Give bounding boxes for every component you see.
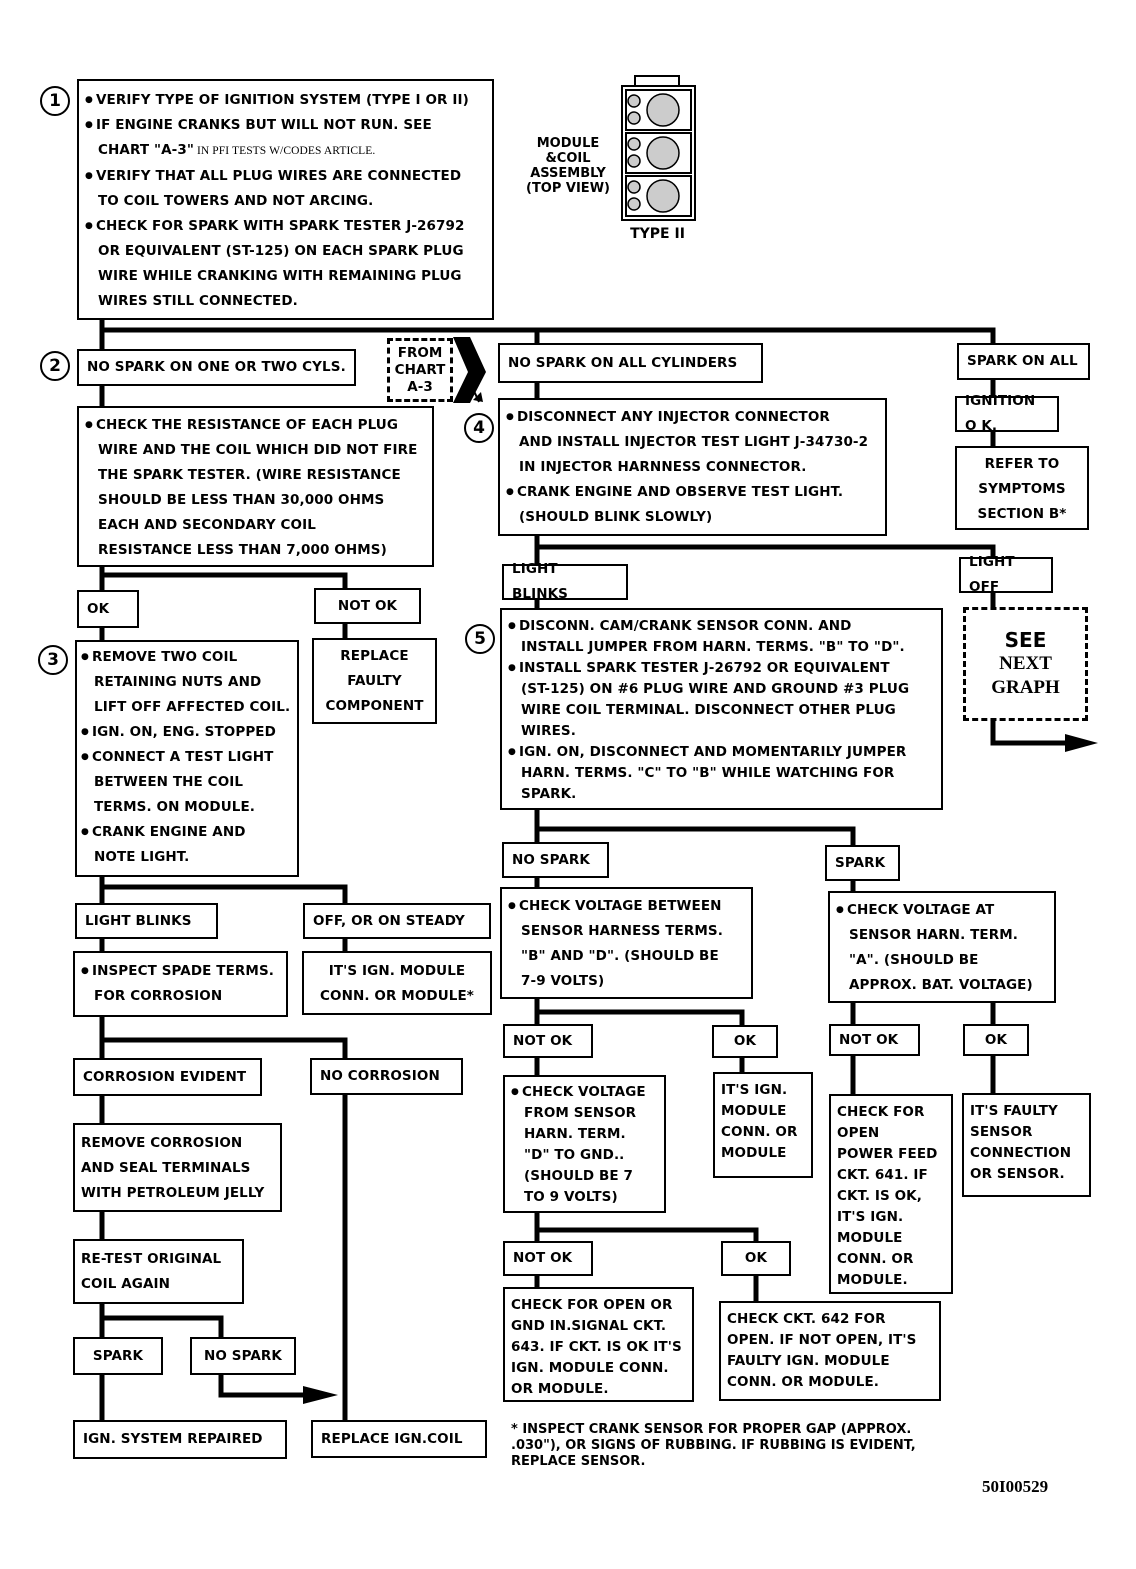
bullet-line: ● CHECK VOLTAGE AT — [836, 898, 1048, 923]
check-voltage-a — [828, 891, 1056, 1003]
step-number-2: 2 — [40, 351, 70, 381]
step3-instructions — [75, 640, 299, 877]
step4-light-off: LIGHT OFF — [959, 557, 1053, 593]
bullet-line: ● IGN. ON, ENG. STOPPED — [81, 720, 293, 745]
text-line: RESISTANCE LESS THAN 7,000 OHMS) — [98, 542, 387, 558]
step1-lines — [85, 88, 486, 314]
bullet-line: ● VERIFY TYPE OF IGNITION SYSTEM (TYPE I OR II) — [85, 88, 486, 113]
text-line: OR EQUIVALENT (ST-125) ON EACH SPARK PLUG — [98, 243, 464, 259]
bullet-line: ● CRANK ENGINE AND — [81, 820, 293, 845]
step2-not-ok: NOT OK — [314, 588, 421, 624]
arrowhead-next-graph — [1065, 734, 1098, 752]
text-line: IN INJECTOR HARNNESS CONNECTOR. — [519, 459, 807, 475]
bullet-line: ● VERIFY THAT ALL PLUG WIRES ARE CONNECTED — [85, 164, 486, 189]
text-line: FOR CORROSION — [94, 988, 223, 1004]
step-number-4: 4 — [464, 413, 494, 443]
ign-system-repaired: IGN. SYSTEM REPAIRED — [73, 1420, 287, 1459]
a-ok-result: IT'S FAULTY SENSOR CONNECTION OR SENSOR. — [962, 1093, 1091, 1197]
text-line: APPROX. BAT. VOLTAGE) — [849, 977, 1033, 993]
replace-ign-coil: REPLACE IGN.COIL — [311, 1420, 487, 1458]
module-type-label: TYPE II — [630, 226, 685, 242]
text-line: THE SPARK TESTER. (WIRE RESISTANCE — [98, 467, 401, 483]
text-line: (SHOULD BLINK SLOWLY) — [519, 509, 713, 525]
check-voltage-b-d — [500, 887, 753, 999]
arrow-see-next-graph — [993, 720, 1070, 743]
bullet-line: ● CRANK ENGINE AND OBSERVE TEST LIGHT. — [506, 480, 879, 505]
module-caption: MODULE &COIL ASSEMBLY (TOP VIEW) — [526, 136, 610, 196]
bd-ok-result: IT'S IGN. MODULE CONN. OR MODULE — [713, 1072, 813, 1178]
step5-spark: SPARK — [825, 845, 900, 881]
connector-a-bus — [853, 1000, 993, 1025]
text-line: TO 9 VOLTS) — [524, 1189, 618, 1205]
remove-corrosion: REMOVE CORROSION AND SEAL TERMINALS WITH PETROLEUM JELLY — [73, 1123, 282, 1212]
text-line: WIRES STILL CONNECTED. — [98, 293, 298, 309]
bullet-line: ● INSTALL SPARK TESTER J-26792 OR EQUIVALENT — [508, 658, 935, 679]
text-line: BETWEEN THE COIL — [94, 774, 244, 790]
replace-faulty-component: REPLACE FAULTY COMPONENT — [312, 638, 437, 724]
bd-ok: OK — [712, 1025, 778, 1058]
text-line: AND INSTALL INJECTOR TEST LIGHT J-34730-2 — [519, 434, 869, 450]
connector-step4-bus — [537, 547, 993, 556]
connector-step2-bus — [102, 575, 345, 590]
result-no-spark-one-two-cyls: NO SPARK ON ONE OR TWO CYLS. — [77, 349, 356, 386]
from-chart-a3: FROM CHART A-3 — [387, 338, 453, 402]
bd-not-ok: NOT OK — [503, 1024, 593, 1058]
text-line: WIRES. — [521, 723, 576, 739]
step1-instructions — [77, 79, 494, 320]
ign-module-conn-or-module: IT'S IGN. MODULE CONN. OR MODULE* — [302, 951, 492, 1015]
footnote-crank-sensor: * INSPECT CRANK SENSOR FOR PROPER GAP (APPROX. .030"), OR SIGNS OF RUBBING. IF RUBBING IS EVIDENT, REPLACE SENSOR. — [511, 1422, 916, 1469]
arrowhead-replace-coil — [303, 1386, 338, 1404]
text-line: INSTALL JUMPER FROM HARN. TERMS. "B" TO "D". — [521, 639, 905, 655]
text-line: LIFT OFF AFFECTED COIL. — [94, 699, 291, 715]
text-line: (ST-125) ON #6 PLUG WIRE AND GROUND #3 PLUG — [521, 681, 910, 697]
reference-note: IN PFI TESTS W/CODES ARTICLE. — [193, 145, 376, 157]
check-voltage-d-gnd — [503, 1075, 666, 1213]
step-number-1: 1 — [40, 86, 70, 116]
text-line: "B" AND "D". (SHOULD BE — [521, 948, 719, 964]
retest-original-coil: RE-TEST ORIGINAL COIL AGAIN — [73, 1239, 244, 1304]
d-not-ok-result: CHECK FOR OPEN OR GND IN.SIGNAL CKT. 643. IF CKT. IS OK IT'S IGN. MODULE CONN. OR MODULE. — [503, 1287, 694, 1402]
bullet-line: ● DISCONN. CAM/CRANK SENSOR CONN. AND — [508, 616, 935, 637]
bullet-line: ● CHECK FOR SPARK WITH SPARK TESTER J-26792 — [85, 214, 486, 239]
text-line: SENSOR HARN. TERM. — [849, 927, 1018, 943]
text-line: RETAINING NUTS AND — [94, 674, 262, 690]
text-line: HARN. TERMS. "C" TO "B" WHILE WATCHING FOR — [521, 765, 895, 781]
result-no-spark-all-cylinders: NO SPARK ON ALL CYLINDERS — [498, 343, 763, 383]
step-number-5: 5 — [465, 624, 495, 654]
see-next-graph[interactable]: SEE NEXT GRAPH — [963, 607, 1088, 721]
text-line: 7-9 VOLTS) — [521, 973, 605, 989]
bullet-line: ● IF ENGINE CRANKS BUT WILL NOT RUN. SEE — [85, 113, 486, 138]
text-line: WIRE WHILE CRANKING WITH REMAINING PLUG — [98, 268, 462, 284]
step4-light-blinks: LIGHT BLINKS — [502, 564, 628, 600]
result-spark-on-all: SPARK ON ALL — [957, 343, 1090, 380]
d-ok: OK — [721, 1241, 791, 1276]
module-coil-assembly-figure — [620, 74, 700, 224]
d-not-ok: NOT OK — [503, 1241, 593, 1276]
bullet-line: ● REMOVE TWO COIL — [81, 645, 293, 670]
step3-light-blinks: LIGHT BLINKS — [75, 903, 218, 939]
no-corrosion: NO CORROSION — [310, 1058, 463, 1095]
text-line: SENSOR HARNESS TERMS. — [521, 923, 723, 939]
step5-no-spark: NO SPARK — [502, 842, 609, 878]
step2-ok: OK — [77, 590, 139, 628]
refer-to-symptoms: REFER TO SYMPTOMS SECTION B* — [955, 446, 1089, 530]
bullet-line: ● CONNECT A TEST LIGHT — [81, 745, 293, 770]
text-line: SHOULD BE LESS THAN 30,000 OHMS — [98, 492, 385, 508]
a-not-ok: NOT OK — [829, 1024, 920, 1056]
text-line: SPARK. — [521, 786, 577, 802]
ignition-ok: IGNITION O K. — [955, 396, 1059, 432]
arrow-no-spark-to-replace-coil — [221, 1372, 310, 1395]
text-line: NOTE LIGHT. — [94, 849, 190, 865]
text-line: "D" TO GND.. — [524, 1147, 625, 1163]
bullet-line: ● DISCONNECT ANY INJECTOR CONNECTOR — [506, 405, 879, 430]
text-line: TO COIL TOWERS AND NOT ARCING. — [98, 193, 374, 209]
retest-spark: SPARK — [73, 1337, 163, 1375]
text-line: WIRE AND THE COIL WHICH DID NOT FIRE — [98, 442, 418, 458]
bullet-line: ● CHECK THE RESISTANCE OF EACH PLUG — [85, 413, 426, 438]
text-line: "A". (SHOULD BE — [849, 952, 979, 968]
document-id: 50I00529 — [982, 1477, 1049, 1496]
a-not-ok-result: CHECK FOR OPEN POWER FEED CKT. 641. IF CKT. IS OK, IT'S IGN. MODULE CONN. OR MODULE. — [829, 1094, 953, 1294]
step2-resistance-check — [77, 406, 434, 567]
text-line: CHART "A-3" IN PFI TESTS W/CODES ARTICLE. — [98, 142, 376, 158]
retest-no-spark: NO SPARK — [190, 1337, 296, 1375]
step4-instructions — [498, 398, 887, 536]
a-ok: OK — [963, 1024, 1029, 1056]
d-ok-result: CHECK CKT. 642 FOR OPEN. IF NOT OPEN, IT'S FAULTY IGN. MODULE CONN. OR MODULE. — [719, 1301, 941, 1401]
text-line: EACH AND SECONDARY COIL — [98, 517, 316, 533]
bullet-line: ● CHECK VOLTAGE BETWEEN — [508, 894, 745, 919]
bullet-line: ● IGN. ON, DISCONNECT AND MOMENTARILY JUMPER — [508, 742, 935, 763]
step5-instructions — [500, 608, 943, 810]
connector-step3-bus — [102, 887, 345, 903]
bullet-line: ● CHECK VOLTAGE — [511, 1082, 658, 1103]
inspect-spade-terms — [73, 951, 288, 1017]
corrosion-evident: CORROSION EVIDENT — [73, 1058, 262, 1096]
text-line: HARN. TERM. — [524, 1126, 626, 1142]
text-line: (SHOULD BE 7 — [524, 1168, 633, 1184]
step3-off-or-on-steady: OFF, OR ON STEADY — [303, 903, 491, 939]
connector-corrosion-bus — [102, 1040, 345, 1058]
text-line: WIRE COIL TERMINAL. DISCONNECT OTHER PLUG — [521, 702, 896, 718]
connector-retest-bus — [102, 1318, 221, 1337]
bullet-line: ● INSPECT SPADE TERMS. — [81, 959, 280, 984]
step-number-3: 3 — [38, 645, 68, 675]
text-line: TERMS. ON MODULE. — [94, 799, 256, 815]
text-line: FROM SENSOR — [524, 1105, 637, 1121]
